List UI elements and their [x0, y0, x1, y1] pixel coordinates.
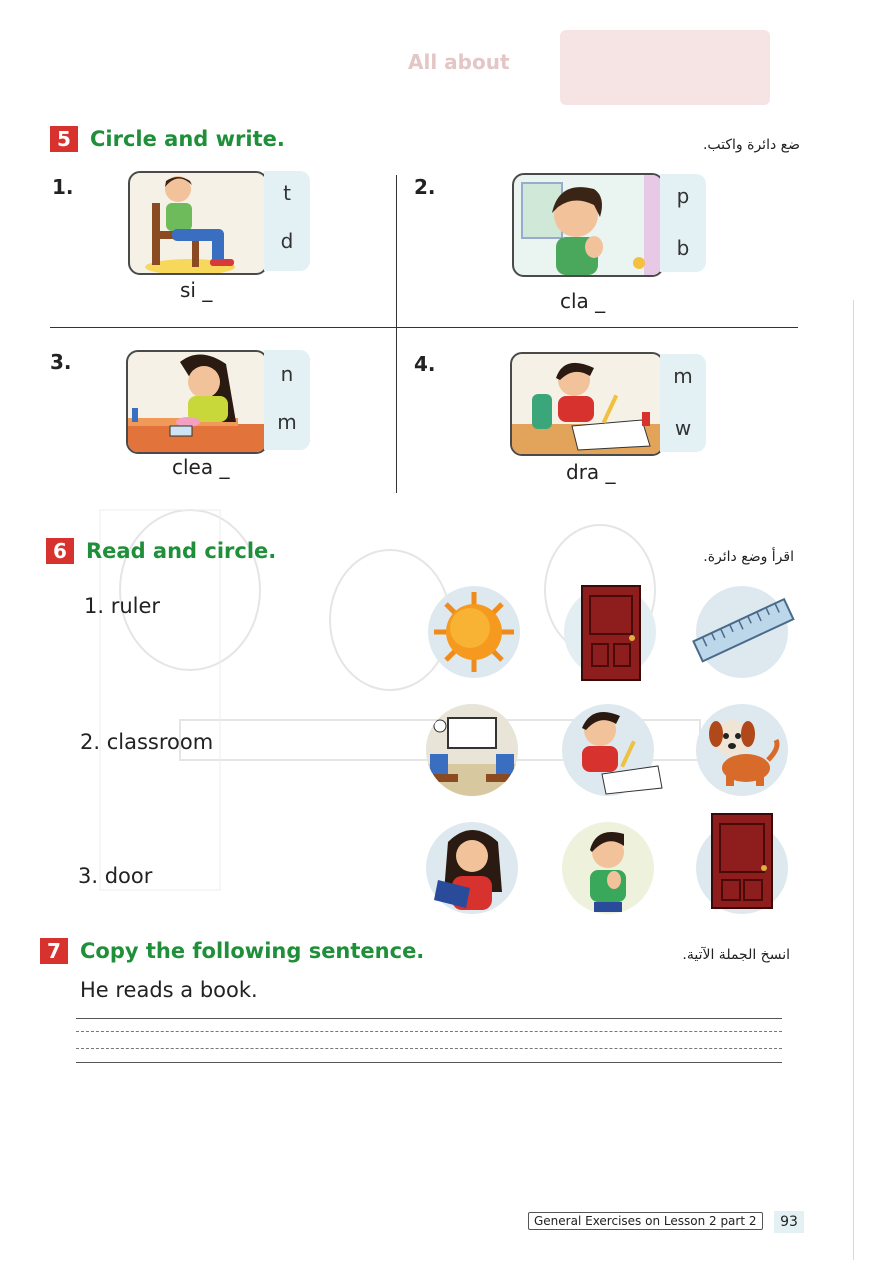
row1-option-ruler[interactable]	[696, 586, 788, 678]
boy-clapping-icon	[514, 175, 662, 275]
boy-clapping-icon	[562, 822, 654, 914]
section7-arabic: انسخ الجملة الآتية.	[682, 947, 790, 963]
section5-title: Circle and write.	[90, 127, 285, 151]
section7-number: 7	[40, 938, 68, 964]
boy-drawing-icon	[512, 354, 662, 454]
grid-vertical-line	[396, 175, 397, 493]
item3-letter-options	[264, 350, 310, 450]
item1-letter-options	[264, 171, 310, 271]
boy-sitting-icon	[130, 173, 266, 273]
writing-line-bottom	[76, 1062, 782, 1063]
row3-option-door[interactable]	[696, 822, 788, 914]
sun-icon	[428, 586, 520, 678]
item3-letter-a[interactable]: n	[280, 362, 294, 386]
section7-sentence: He reads a book.	[80, 978, 258, 1002]
item1-letter-a[interactable]: t	[283, 181, 291, 205]
section5-number: 5	[50, 126, 78, 152]
writing-line-dash-2	[76, 1048, 782, 1049]
row3-label: 3. door	[78, 864, 153, 888]
writing-line-top	[76, 1018, 782, 1019]
row1-option-sun[interactable]	[428, 586, 520, 678]
door-icon	[696, 822, 788, 914]
item3-picture	[126, 350, 268, 454]
faded-header-block	[560, 30, 770, 105]
item4-letter-b[interactable]: w	[674, 416, 692, 440]
item3-word[interactable]: clea _	[172, 455, 230, 479]
section6-number: 6	[46, 538, 74, 564]
item4-letter-options	[660, 354, 706, 452]
row2-label: 2. classroom	[80, 730, 214, 754]
girl-reading-icon	[426, 822, 518, 914]
boy-drawing-icon	[562, 704, 654, 796]
item2-word[interactable]: cla _	[560, 289, 606, 313]
right-margin-line	[853, 300, 854, 1260]
faded-header: All about	[408, 50, 510, 74]
writing-area[interactable]	[76, 1018, 782, 1064]
row2-option-dog[interactable]	[696, 704, 788, 796]
item4-letter-a[interactable]: m	[673, 364, 693, 388]
item4-picture	[510, 352, 664, 456]
section6-title: Read and circle.	[86, 539, 277, 563]
grid-horizontal-line	[50, 327, 798, 328]
section7-title: Copy the following sentence.	[80, 939, 425, 963]
item2-letter-b[interactable]: b	[676, 236, 690, 260]
row2-option-classroom[interactable]	[426, 704, 518, 796]
item2-picture	[512, 173, 664, 277]
item2-number: 2.	[414, 175, 436, 199]
item4-word[interactable]: dra _	[566, 460, 616, 484]
item2-letter-options	[660, 174, 706, 272]
classroom-icon	[426, 704, 518, 796]
writing-line-dash-1	[76, 1031, 782, 1032]
item3-number: 3.	[50, 350, 72, 374]
row3-option-girl-reading[interactable]	[426, 822, 518, 914]
row3-option-boy-clapping[interactable]	[562, 822, 654, 914]
item1-word[interactable]: si _	[180, 278, 213, 302]
item1-letter-b[interactable]: d	[280, 229, 294, 253]
dog-icon	[696, 704, 788, 796]
row1-option-door[interactable]	[564, 586, 656, 678]
door-icon	[564, 586, 656, 678]
footer-lesson: General Exercises on Lesson 2 part 2	[528, 1212, 763, 1230]
ruler-icon	[696, 586, 788, 678]
girl-cleaning-icon	[128, 352, 266, 452]
item2-letter-a[interactable]: p	[676, 184, 690, 208]
item1-picture	[128, 171, 268, 275]
row1-label: 1. ruler	[84, 594, 161, 618]
item1-number: 1.	[52, 175, 74, 199]
section5-arabic: ضع دائرة واكتب.	[702, 137, 800, 153]
section6-arabic: اقرأ وضع دائرة.	[703, 549, 794, 565]
row2-option-boy-drawing[interactable]	[562, 704, 654, 796]
page-number: 93	[774, 1211, 804, 1233]
item4-number: 4.	[414, 352, 436, 376]
item3-letter-b[interactable]: m	[277, 410, 297, 434]
